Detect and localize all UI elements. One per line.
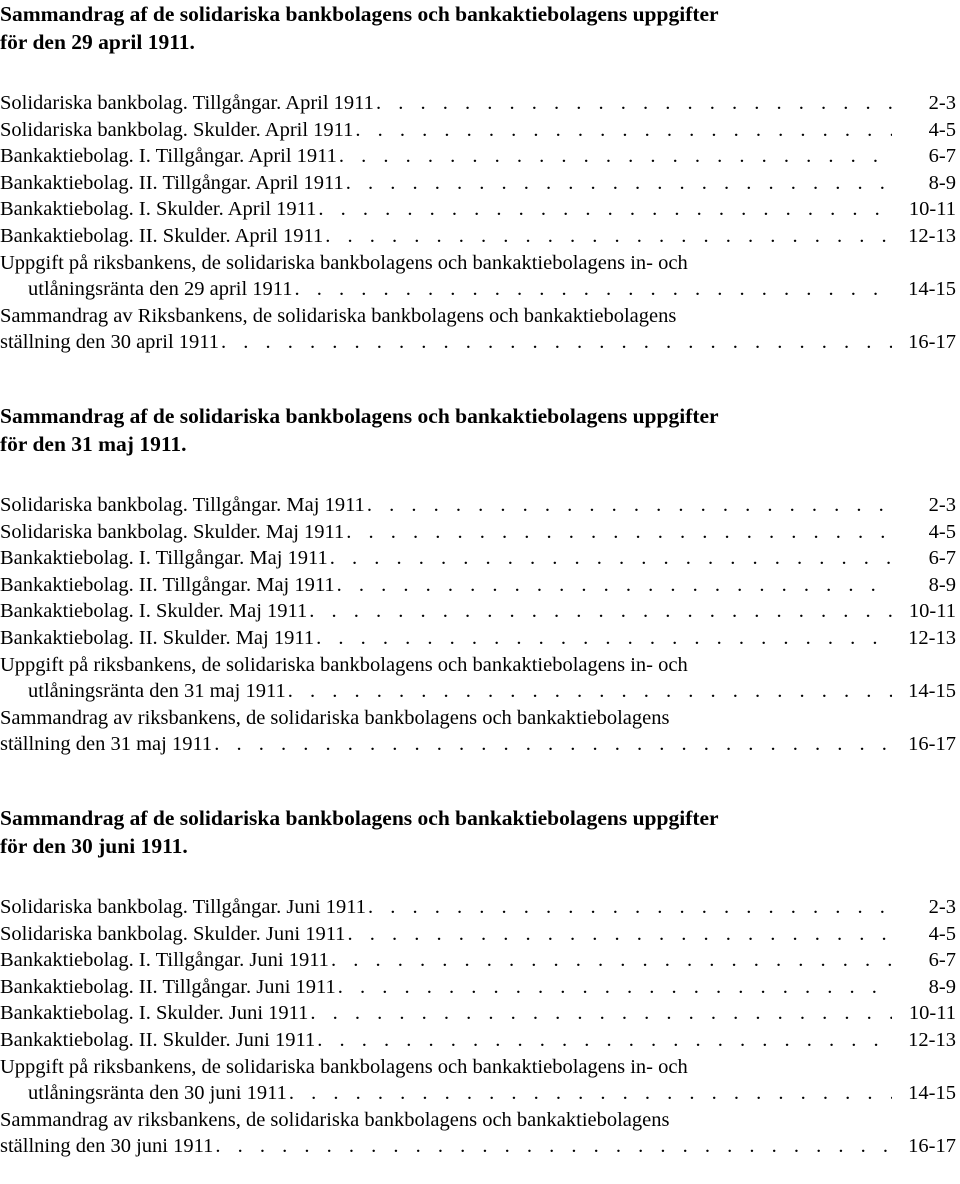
entry-title: Solidariska bankbolag. Tillgångar. Juni 1911	[0, 896, 366, 918]
toc-entry	[0, 117, 956, 144]
toc-entry	[0, 572, 956, 599]
entry-page: 8-9	[928, 975, 956, 998]
entry-title: Solidariska bankbolag. Tillgångar. April 1911	[0, 92, 374, 114]
entry-title-line: Uppgift på riksbankens, de solidariska bankbolagens och bankaktiebolagens in- och	[0, 1055, 688, 1078]
entry-page: 14-15	[908, 1082, 956, 1105]
dot-leader	[286, 678, 892, 705]
toc-entry	[0, 652, 956, 705]
heading-line: för den 31 maj 1911.	[0, 432, 187, 456]
dot-leader	[323, 223, 892, 250]
dot-leader	[315, 1027, 892, 1054]
dot-leader	[344, 519, 892, 546]
toc-entry	[0, 598, 956, 625]
toc-entry	[0, 545, 956, 572]
entry-title: Bankaktiebolag. I. Skulder. Juni 1911	[0, 1002, 309, 1025]
entry-title: Bankaktiebolag. II. Tillgångar. Maj 1911	[0, 573, 335, 596]
toc-entry	[0, 250, 956, 303]
entry-title: Bankaktiebolag. I. Tillgångar. April 1911	[0, 145, 337, 168]
dot-leader	[365, 492, 892, 519]
toc-entry	[0, 143, 956, 170]
toc-entry	[0, 492, 956, 519]
heading-line: för den 30 juni 1911.	[0, 834, 188, 858]
toc-entry	[0, 1027, 956, 1054]
entry-title: Bankaktiebolag. II. Tillgångar. April 1911	[0, 171, 344, 194]
dot-leader	[344, 170, 892, 197]
heading-line: Sammandrag af de solidariska bankbolagens och bankaktiebolagens uppgifter	[0, 404, 719, 428]
dot-leader	[293, 276, 892, 303]
toc-entry	[0, 921, 956, 948]
entry-page: 2-3	[928, 896, 956, 918]
dot-leader	[345, 921, 892, 948]
dot-leader	[219, 329, 892, 356]
entry-title-line: Uppgift på riksbankens, de solidariska bankbolagens och bankaktiebolagens in- och	[0, 653, 688, 676]
entry-page: 4-5	[928, 118, 956, 141]
entry-title-line: Sammandrag av Riksbankens, de solidariska bankbolagens och bankaktiebolagens	[0, 304, 677, 327]
dot-leader	[308, 1000, 892, 1027]
toc-entry	[0, 519, 956, 546]
entry-title-line: Uppgift på riksbankens, de solidariska bankbolagens och bankaktiebolagens in- och	[0, 251, 688, 274]
entry-page: 12-13	[908, 626, 956, 649]
entry-title: Bankaktiebolag. I. Tillgångar. Juni 1911	[0, 949, 329, 972]
entry-title-line: ställning den 30 april 1911	[0, 331, 220, 354]
entry-page: 6-7	[928, 547, 956, 570]
entry-page: 6-7	[928, 949, 956, 972]
toc-entry	[0, 1000, 956, 1027]
entry-title-line: Sammandrag av riksbankens, de solidariska bankbolagens och bankaktiebolagens	[0, 1108, 670, 1131]
dot-leader	[213, 1133, 892, 1160]
entry-page: 14-15	[908, 278, 956, 301]
entry-title-line: ställning den 31 maj 1911	[0, 733, 213, 756]
toc-entry	[0, 1054, 956, 1107]
entry-title: Solidariska bankbolag. Skulder. April 1911	[0, 118, 354, 141]
entry-page: 16-17	[908, 733, 956, 756]
toc-entry	[0, 705, 956, 758]
entry-title: Bankaktiebolag. I. Skulder. April 1911	[0, 198, 317, 221]
entry-title: Bankaktiebolag. II. Tillgångar. Juni 1911	[0, 975, 336, 998]
entry-page: 14-15	[908, 680, 956, 703]
dot-leader	[353, 117, 892, 144]
entry-title: Bankaktiebolag. II. Skulder. Juni 1911	[0, 1028, 316, 1051]
section-heading	[0, 0, 956, 56]
toc-entry	[0, 974, 956, 1001]
toc-entry	[0, 170, 956, 197]
toc-entry	[0, 894, 956, 921]
entry-title-line: Sammandrag av riksbankens, de solidariska bankbolagens och bankaktiebolagens	[0, 706, 670, 729]
toc-entries	[0, 492, 956, 758]
toc-section	[0, 804, 956, 1160]
dot-leader	[328, 545, 892, 572]
dot-leader	[287, 1080, 892, 1107]
dot-leader	[212, 731, 892, 758]
entry-title: Bankaktiebolag. I. Tillgångar. Maj 1911	[0, 547, 328, 570]
dot-leader	[314, 625, 892, 652]
heading-line: Sammandrag af de solidariska bankbolagens och bankaktiebolagens uppgifter	[0, 2, 719, 26]
entry-title: Solidariska bankbolag. Tillgångar. Maj 1911	[0, 494, 365, 516]
dot-leader	[316, 196, 892, 223]
entry-page: 8-9	[928, 171, 956, 194]
dot-leader	[335, 572, 892, 599]
section-heading	[0, 804, 956, 860]
toc-entry	[0, 223, 956, 250]
toc-entry	[0, 90, 956, 117]
toc-entry	[0, 625, 956, 652]
toc-entries	[0, 90, 956, 356]
entry-page: 12-13	[908, 224, 956, 247]
entry-page: 6-7	[928, 145, 956, 168]
toc-entry	[0, 947, 956, 974]
entry-page: 10-11	[908, 198, 956, 221]
entry-title-line: utlåningsränta den 30 juni 1911	[28, 1082, 287, 1105]
entry-page: 10-11	[908, 600, 956, 623]
heading-line: Sammandrag af de solidariska bankbolagens och bankaktiebolagens uppgifter	[0, 806, 719, 830]
entry-title-line: utlåningsränta den 29 april 1911	[28, 278, 293, 301]
entry-page: 16-17	[908, 1135, 956, 1158]
entry-page: 2-3	[928, 494, 956, 516]
dot-leader	[329, 947, 892, 974]
entry-title: Bankaktiebolag. II. Skulder. April 1911	[0, 224, 324, 247]
dot-leader	[336, 974, 892, 1001]
dot-leader	[337, 143, 892, 170]
entry-page: 4-5	[928, 922, 956, 945]
entry-page: 16-17	[908, 331, 956, 354]
toc-section	[0, 0, 956, 356]
entry-title-line: utlåningsränta den 31 maj 1911	[28, 680, 286, 703]
heading-line: för den 29 april 1911.	[0, 30, 195, 54]
entry-page: 2-3	[928, 92, 956, 114]
entry-title: Bankaktiebolag. II. Skulder. Maj 1911	[0, 626, 315, 649]
entry-title: Solidariska bankbolag. Skulder. Maj 1911	[0, 520, 345, 543]
entry-title-line: ställning den 30 juni 1911	[0, 1135, 214, 1158]
entry-title: Bankaktiebolag. I. Skulder. Maj 1911	[0, 600, 308, 623]
toc-entry	[0, 303, 956, 356]
entry-page: 8-9	[928, 573, 956, 596]
dot-leader	[307, 598, 892, 625]
dot-leader	[374, 90, 892, 117]
entry-title: Solidariska bankbolag. Skulder. Juni 1911	[0, 922, 346, 945]
entry-page: 10-11	[908, 1002, 956, 1025]
toc-entries	[0, 894, 956, 1160]
dot-leader	[366, 894, 892, 921]
toc-entry	[0, 196, 956, 223]
section-heading	[0, 402, 956, 458]
toc-entry	[0, 1107, 956, 1160]
entry-page: 4-5	[928, 520, 956, 543]
entry-page: 12-13	[908, 1028, 956, 1051]
toc-section	[0, 402, 956, 758]
